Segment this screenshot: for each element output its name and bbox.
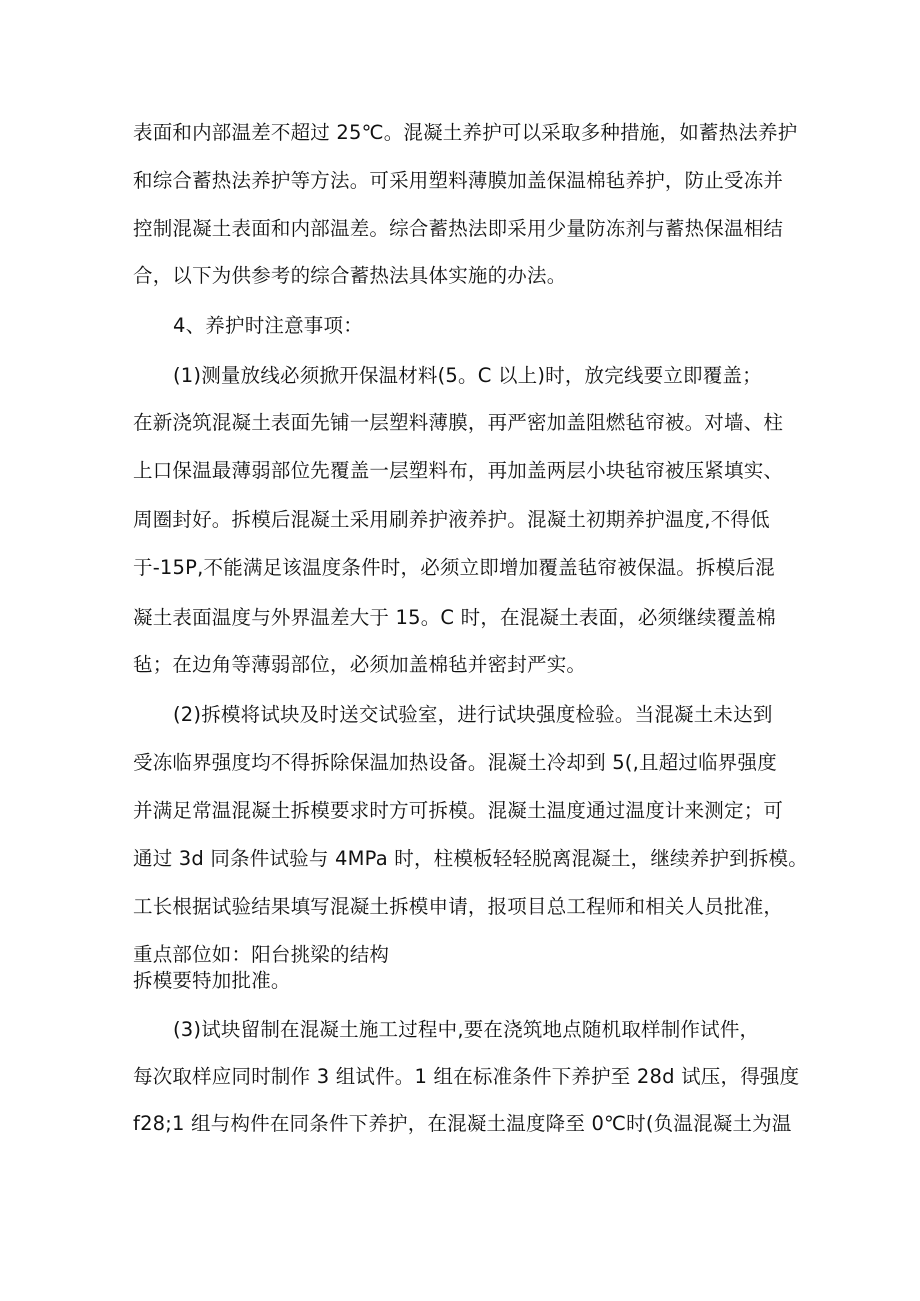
paragraph-line: (1)测量放线必须掀开保温材料(5。C 以上)时，放完线要立即覆盖； — [173, 364, 762, 387]
paragraph-line: (2)拆模将试块及时送交试验室，进行试块强度检验。当混凝土未达到 — [173, 703, 773, 726]
paragraph-line: 控制混凝土表面和内部温差。综合蓄热法即采用少量防冻剂与蓄热保温相结 — [133, 217, 784, 240]
paragraph-line: 每次取样应同时制作 3 组试件。1 组在标准条件下养护至 28d 试压，得强度 — [133, 1065, 800, 1088]
paragraph-line: 工长根据试验结果填写混凝土拆模申请，报项目总工程师和相关人员批准， — [133, 895, 784, 918]
paragraph-line: 和综合蓄热法养护等方法。可采用塑料薄膜加盖保温棉毡养护，防止受冻并 — [133, 169, 784, 192]
paragraph-line: 于-15P,不能满足该温度条件时，必须立即增加覆盖毡帘被保温。拆模后混 — [133, 556, 775, 579]
paragraph-line: 拆模要特加批准。 — [133, 969, 291, 992]
paragraph-line: 重点部位如：阳台挑梁的结构 — [133, 943, 390, 966]
paragraph-line: 凝土表面温度与外界温差大于 15。C 时，在混凝土表面，必须继续覆盖棉 — [133, 606, 776, 629]
paragraph-line: (3)试块留制在混凝土施工过程中,要在浇筑地点随机取样制作试件， — [173, 1018, 760, 1041]
paragraph-line: 上口保温最薄弱部位先覆盖一层塑料布，再加盖两层小块毡帘被压紧填实、 — [133, 459, 784, 482]
paragraph-line: 周圈封好。拆模后混凝土采用刷养护液养护。混凝土初期养护温度,不得低 — [133, 508, 770, 531]
paragraph-line: 表面和内部温差不超过 25℃。混凝土养护可以采取多种措施，如蓄热法养护 — [133, 121, 798, 144]
paragraph-line: 通过 3d 同条件试验与 4MPa 时，柱模板轻轻脱离混凝土，继续养护到拆模。 — [133, 847, 808, 870]
paragraph-line: 合，以下为供参考的综合蓄热法具体实施的办法。 — [133, 264, 567, 287]
paragraph-line: 受冻临界强度均不得拆除保温加热设备。混凝土冷却到 5(,且超过临界强度 — [133, 751, 777, 774]
paragraph-line: f28;1 组与构件在同条件下养护，在混凝土温度降至 0℃时(负温混凝土为温 — [133, 1112, 792, 1135]
paragraph-line: 并满足常温混凝土拆模要求时方可拆模。混凝土温度通过温度计来测定；可 — [133, 799, 784, 822]
section-heading: 4、养护时注意事项： — [173, 314, 363, 337]
paragraph-line: 在新浇筑混凝土表面先铺一层塑料薄膜，再严密加盖阻燃毡帘被。对墙、柱 — [133, 411, 784, 434]
paragraph-line: 毡；在边角等薄弱部位，必须加盖棉毡并密封严实。 — [133, 653, 587, 676]
